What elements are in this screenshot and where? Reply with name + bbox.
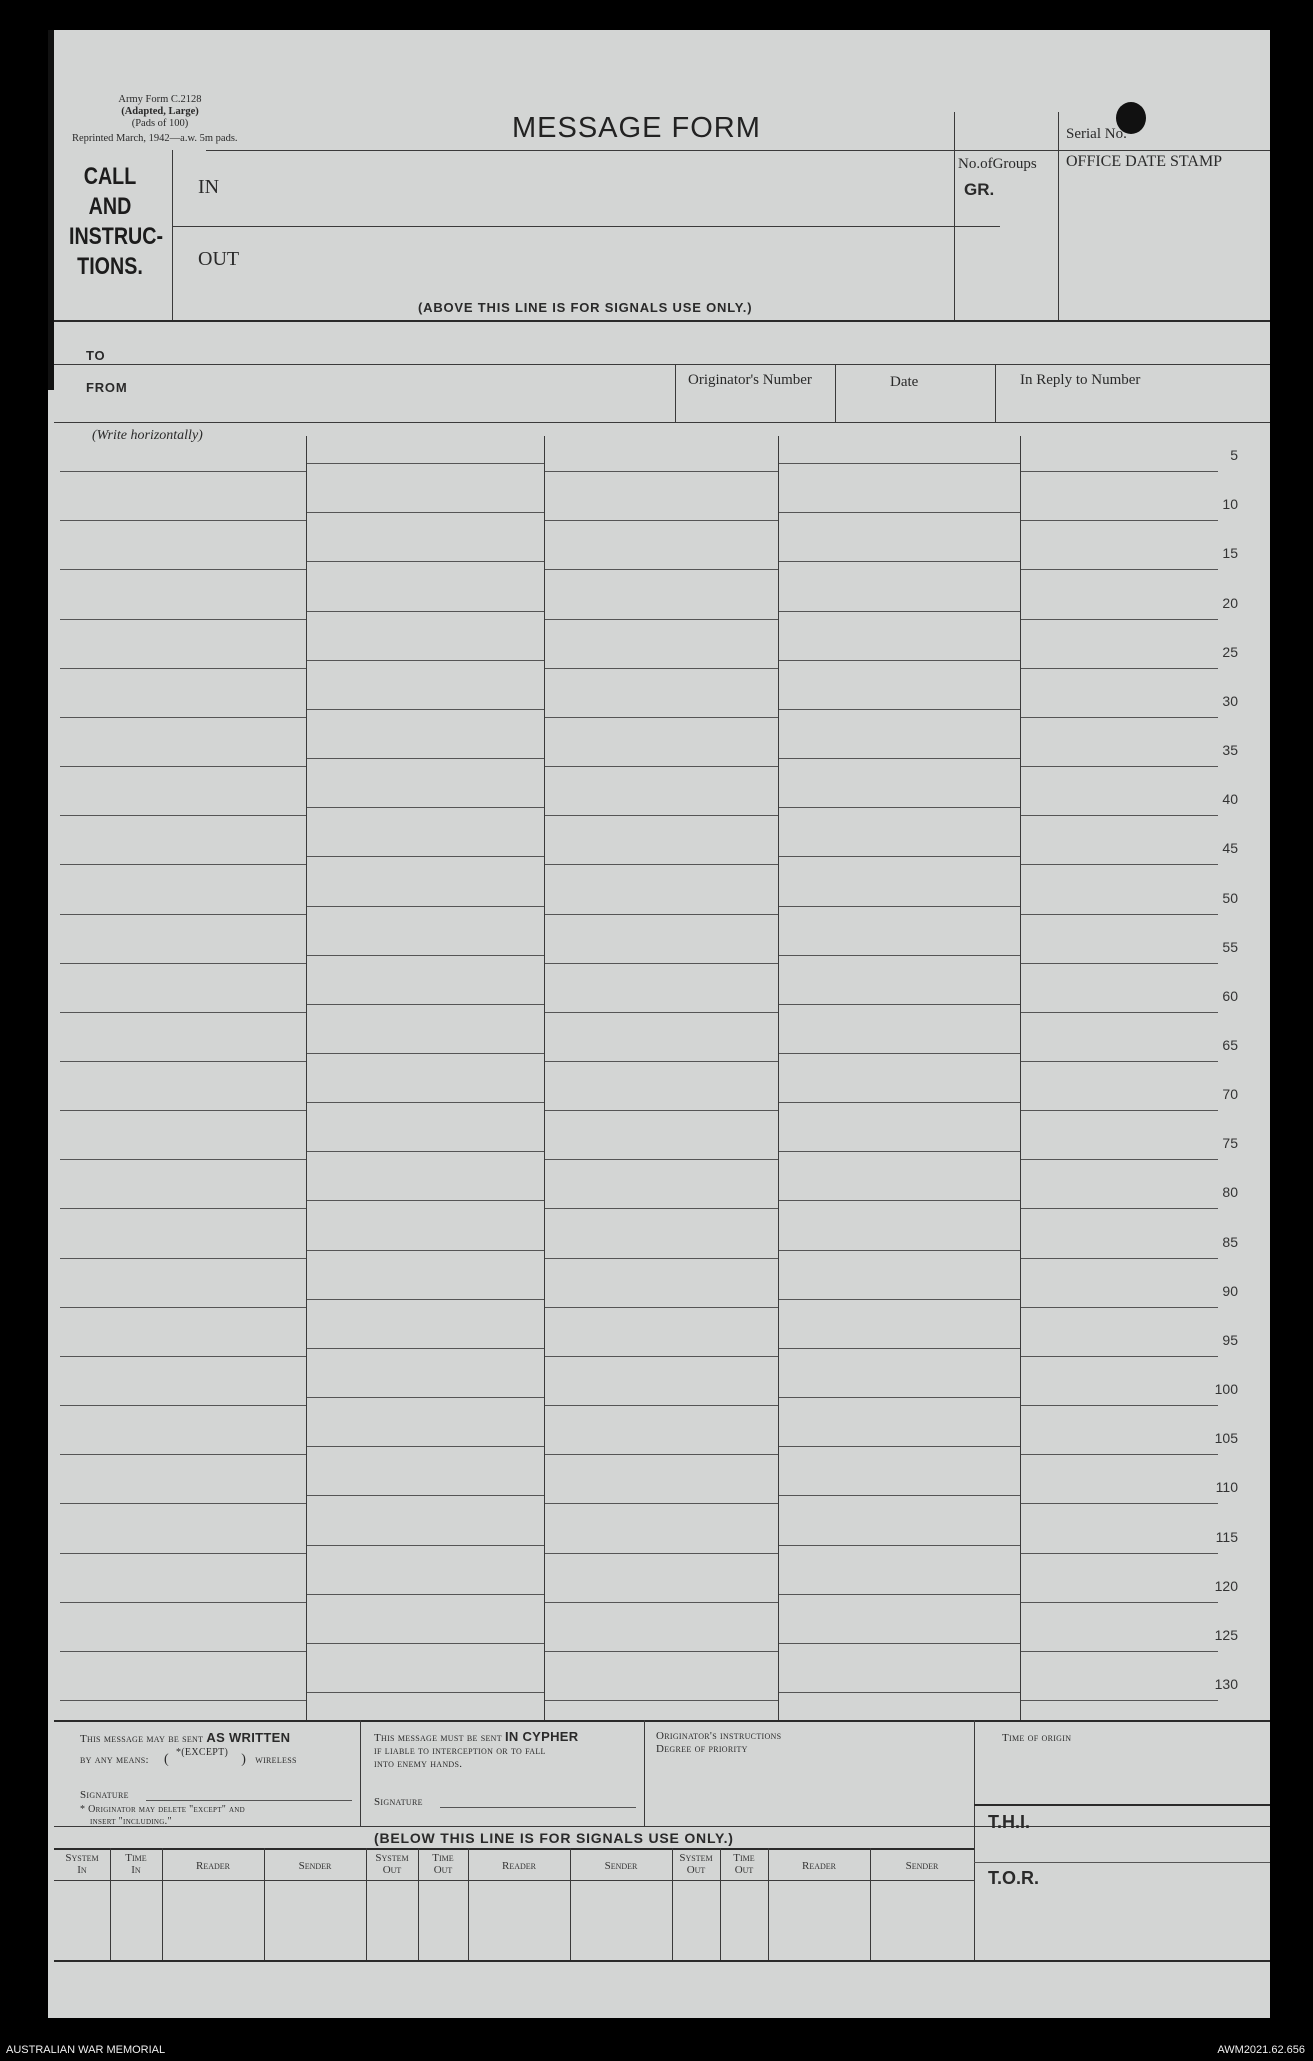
grid-line — [306, 906, 544, 907]
grid-line — [60, 766, 306, 767]
grid-line — [60, 1110, 306, 1111]
grid-column-line — [1020, 436, 1021, 1720]
grid-line — [1020, 1602, 1218, 1603]
grid-line — [778, 1348, 1020, 1349]
grid-line — [778, 1643, 1020, 1644]
form-reprinted: Reprinted March, 1942—a.w. 5m pads. — [72, 133, 238, 144]
grid-line — [778, 1545, 1020, 1546]
out-label: OUT — [198, 248, 240, 270]
line-number: 50 — [1222, 889, 1238, 906]
grid-line — [306, 1397, 544, 1398]
signals-header-cell: System Out — [679, 1852, 713, 1876]
grid-line — [1020, 914, 1218, 915]
grid-line — [306, 1348, 544, 1349]
line-number: 120 — [1214, 1577, 1238, 1594]
grid-line — [544, 1258, 778, 1259]
to-label: TO — [86, 348, 106, 363]
line-number: 80 — [1222, 1184, 1238, 1201]
grid-line — [306, 1495, 544, 1496]
grid-line — [60, 815, 306, 816]
signals-header-cell: Sender — [905, 1860, 939, 1872]
signature-label: Signature — [80, 1789, 129, 1801]
grid-line — [778, 1200, 1020, 1201]
grid-line — [1020, 963, 1218, 964]
grid-line — [778, 1250, 1020, 1251]
grid-line — [306, 1151, 544, 1152]
grid-line — [544, 717, 778, 718]
line-number: 30 — [1222, 692, 1238, 709]
grid-line — [60, 1012, 306, 1013]
line-number: 85 — [1222, 1233, 1238, 1250]
grid-line — [778, 906, 1020, 907]
grid-line — [1020, 1110, 1218, 1111]
grid-line — [60, 717, 306, 718]
line-number: 55 — [1222, 938, 1238, 955]
grid-line — [544, 766, 778, 767]
grid-line — [306, 561, 544, 562]
call-instructions: CALL AND INSTRUC- TIONS. — [69, 163, 164, 280]
signals-header-cell: System In — [65, 1852, 99, 1876]
binding-edge — [48, 30, 54, 390]
grid-line — [306, 1545, 544, 1546]
bleed-through-text — [478, 226, 498, 274]
grid-line — [60, 1356, 306, 1357]
line-number: 70 — [1222, 1086, 1238, 1103]
grid-line — [1020, 815, 1218, 816]
grid-line — [60, 1454, 306, 1455]
line-number: 20 — [1222, 594, 1238, 611]
grid-line — [60, 1651, 306, 1652]
grid-line — [544, 963, 778, 964]
grid-line — [306, 1692, 544, 1693]
grid-line — [1020, 1258, 1218, 1259]
grid-line — [1020, 1553, 1218, 1554]
form-meta — [70, 94, 250, 130]
grid-column-line — [778, 436, 779, 1720]
grid-line — [60, 1503, 306, 1504]
grid-line — [544, 668, 778, 669]
line-number: 105 — [1214, 1430, 1238, 1447]
grid-line — [544, 619, 778, 620]
grid-line — [60, 569, 306, 570]
grid-line — [544, 1159, 778, 1160]
line-number: 25 — [1222, 643, 1238, 660]
grid-line — [60, 1159, 306, 1160]
signals-header-cell: Reader — [195, 1860, 230, 1872]
form-pads: (Pads of 100) — [131, 118, 189, 129]
grid-line — [306, 709, 544, 710]
grid-line — [778, 856, 1020, 857]
grid-line — [306, 758, 544, 759]
footer-left: AUSTRALIAN WAR MEMORIAL — [6, 2044, 166, 2056]
grid-line — [544, 1061, 778, 1062]
grid-line — [544, 1602, 778, 1603]
line-number: 110 — [1215, 1479, 1238, 1496]
grid-line — [1020, 1061, 1218, 1062]
grid-line — [60, 619, 306, 620]
grid-line — [60, 1258, 306, 1259]
grid-line — [544, 864, 778, 865]
grid-line — [306, 1004, 544, 1005]
grid-line — [60, 471, 306, 472]
grid-line — [60, 1602, 306, 1603]
grid-line — [1020, 1700, 1218, 1701]
grid-line — [306, 856, 544, 857]
grid-line — [1020, 717, 1218, 718]
signals-header-cell: Sender — [604, 1860, 638, 1872]
message-form-sheet — [48, 30, 1270, 2018]
grid-line — [306, 1299, 544, 1300]
grid-line — [306, 1643, 544, 1644]
grid-line — [1020, 766, 1218, 767]
grid-line — [306, 660, 544, 661]
grid-line — [306, 807, 544, 808]
grid-line — [778, 758, 1020, 759]
grid-line — [778, 807, 1020, 808]
line-number: 115 — [1215, 1528, 1238, 1545]
grid-line — [778, 1102, 1020, 1103]
line-number: 75 — [1222, 1135, 1238, 1152]
signals-header-cell: Reader — [501, 1860, 536, 1872]
signature-label-2: Signature — [374, 1796, 423, 1808]
below-line-note: (BELOW THIS LINE IS FOR SIGNALS USE ONLY.) — [374, 1830, 734, 1846]
line-number: 40 — [1222, 791, 1238, 808]
grid-line — [60, 1405, 306, 1406]
grid-line — [306, 611, 544, 612]
originators-number-label: Originator's Number — [688, 372, 812, 388]
grid-line — [1020, 619, 1218, 620]
line-number: 100 — [1214, 1381, 1238, 1398]
footer-right: AWM2021.62.656 — [1217, 2044, 1305, 2056]
office-date-stamp: OFFICE DATE STAMP — [1066, 153, 1223, 170]
originator-note: * Originator may delete "except" and insert "including." — [80, 1804, 246, 1827]
grid-line — [306, 1053, 544, 1054]
grid-line — [306, 1446, 544, 1447]
grid-line — [60, 1061, 306, 1062]
grid-line — [544, 1012, 778, 1013]
grid-line — [778, 463, 1020, 464]
signals-header-cell: Sender — [298, 1860, 332, 1872]
signals-header-cell: Reader — [801, 1860, 836, 1872]
grid-line — [1020, 1159, 1218, 1160]
grid-line — [1020, 1651, 1218, 1652]
grid-line — [544, 1553, 778, 1554]
grid-line — [1020, 668, 1218, 669]
signals-header-cell: Time Out — [432, 1852, 454, 1876]
grid-line — [778, 955, 1020, 956]
grid-line — [1020, 1454, 1218, 1455]
as-written-text: This message may be sent AS WRITTEN — [80, 1730, 291, 1745]
line-number: 15 — [1222, 545, 1238, 562]
thi-label: T.H.I. — [988, 1812, 1031, 1832]
grid-line — [778, 561, 1020, 562]
grid-line — [544, 1503, 778, 1504]
line-number: 45 — [1222, 840, 1238, 857]
grid-line — [778, 611, 1020, 612]
grid-line — [778, 1299, 1020, 1300]
grid-line — [778, 1004, 1020, 1005]
signals-header-cell: Time Out — [733, 1852, 755, 1876]
from-label: FROM — [86, 380, 128, 395]
grid-line — [544, 1110, 778, 1111]
grid-line — [1020, 520, 1218, 521]
grid-line — [1020, 1307, 1218, 1308]
originators-instructions: Originator's instructions Degree of priority — [656, 1730, 782, 1755]
tor-label: T.O.R. — [988, 1868, 1040, 1888]
grid-line — [778, 1053, 1020, 1054]
grid-line — [60, 1553, 306, 1554]
grid-line — [778, 1692, 1020, 1693]
grid-line — [544, 914, 778, 915]
grid-line — [778, 512, 1020, 513]
date-label: Date — [890, 374, 919, 390]
army-form-number: Army Form C.2128 — [118, 94, 202, 105]
grid-line — [544, 1356, 778, 1357]
grid-line — [544, 1700, 778, 1701]
grid-line — [544, 520, 778, 521]
line-number: 90 — [1222, 1282, 1238, 1299]
grid-line — [60, 668, 306, 669]
grid-line — [60, 1700, 306, 1701]
line-number: 95 — [1222, 1331, 1238, 1348]
grid-line — [544, 1208, 778, 1209]
grid-line — [544, 1454, 778, 1455]
grid-line — [306, 1102, 544, 1103]
grid-line — [1020, 569, 1218, 570]
line-number: 60 — [1222, 987, 1238, 1004]
write-horizontally: (Write horizontally) — [92, 428, 203, 443]
cypher-text: This message must be sent IN CYPHER if liable to interception or to fall into enemy hands. — [374, 1729, 579, 1770]
line-number: 5 — [1230, 447, 1238, 464]
line-number: 125 — [1214, 1626, 1238, 1643]
grid-line — [60, 1307, 306, 1308]
grid-line — [778, 1594, 1020, 1595]
grid-line — [544, 1651, 778, 1652]
line-number: 35 — [1222, 742, 1238, 759]
grid-line — [778, 1151, 1020, 1152]
grid-line — [1020, 471, 1218, 472]
grid-line — [60, 520, 306, 521]
above-line-note: (ABOVE THIS LINE IS FOR SIGNALS USE ONLY.) — [418, 300, 753, 315]
gr-label: GR. — [964, 180, 995, 199]
grid-line — [544, 1307, 778, 1308]
grid-line — [778, 1446, 1020, 1447]
grid-line — [306, 512, 544, 513]
grid-line — [60, 864, 306, 865]
grid-line — [778, 660, 1020, 661]
grid-line — [544, 1405, 778, 1406]
by-any-means: by any means: ( *(EXCEPT) ) wireless — [80, 1747, 297, 1767]
grid-line — [544, 569, 778, 570]
form-adapted: (Adapted, Large) — [121, 106, 199, 117]
serial-label: Serial No. — [1066, 126, 1127, 142]
in-label: IN — [198, 176, 220, 198]
time-of-origin-label: Time of origin — [1002, 1732, 1072, 1744]
line-number: 130 — [1214, 1676, 1238, 1692]
grid-column-line — [544, 436, 545, 1720]
archive-footer — [0, 2022, 1313, 2061]
grid-line — [60, 914, 306, 915]
grid-line — [306, 1200, 544, 1201]
grid-line — [778, 1397, 1020, 1398]
line-number: 65 — [1222, 1037, 1238, 1053]
grid-line — [306, 1250, 544, 1251]
line-number: 10 — [1222, 496, 1238, 513]
signals-header-cell: System Out — [375, 1852, 409, 1876]
grid-line — [1020, 1503, 1218, 1504]
grid-line — [1020, 1012, 1218, 1013]
grid-line — [778, 1495, 1020, 1496]
grid-line — [1020, 1356, 1218, 1357]
groups-label: No.ofGroups — [958, 156, 1037, 172]
in-reply-label: In Reply to Number — [1020, 372, 1141, 388]
grid-line — [306, 1594, 544, 1595]
grid-line — [306, 955, 544, 956]
grid-line — [1020, 1208, 1218, 1209]
signals-header-cell: Time In — [125, 1852, 147, 1876]
grid-line — [778, 709, 1020, 710]
grid-line — [544, 815, 778, 816]
grid-line — [306, 463, 544, 464]
grid-line — [1020, 864, 1218, 865]
grid-line — [60, 1208, 306, 1209]
grid-line — [1020, 1405, 1218, 1406]
grid-column-line — [306, 436, 307, 1720]
grid-line — [544, 471, 778, 472]
page-title: MESSAGE FORM — [512, 112, 761, 144]
grid-line — [60, 963, 306, 964]
